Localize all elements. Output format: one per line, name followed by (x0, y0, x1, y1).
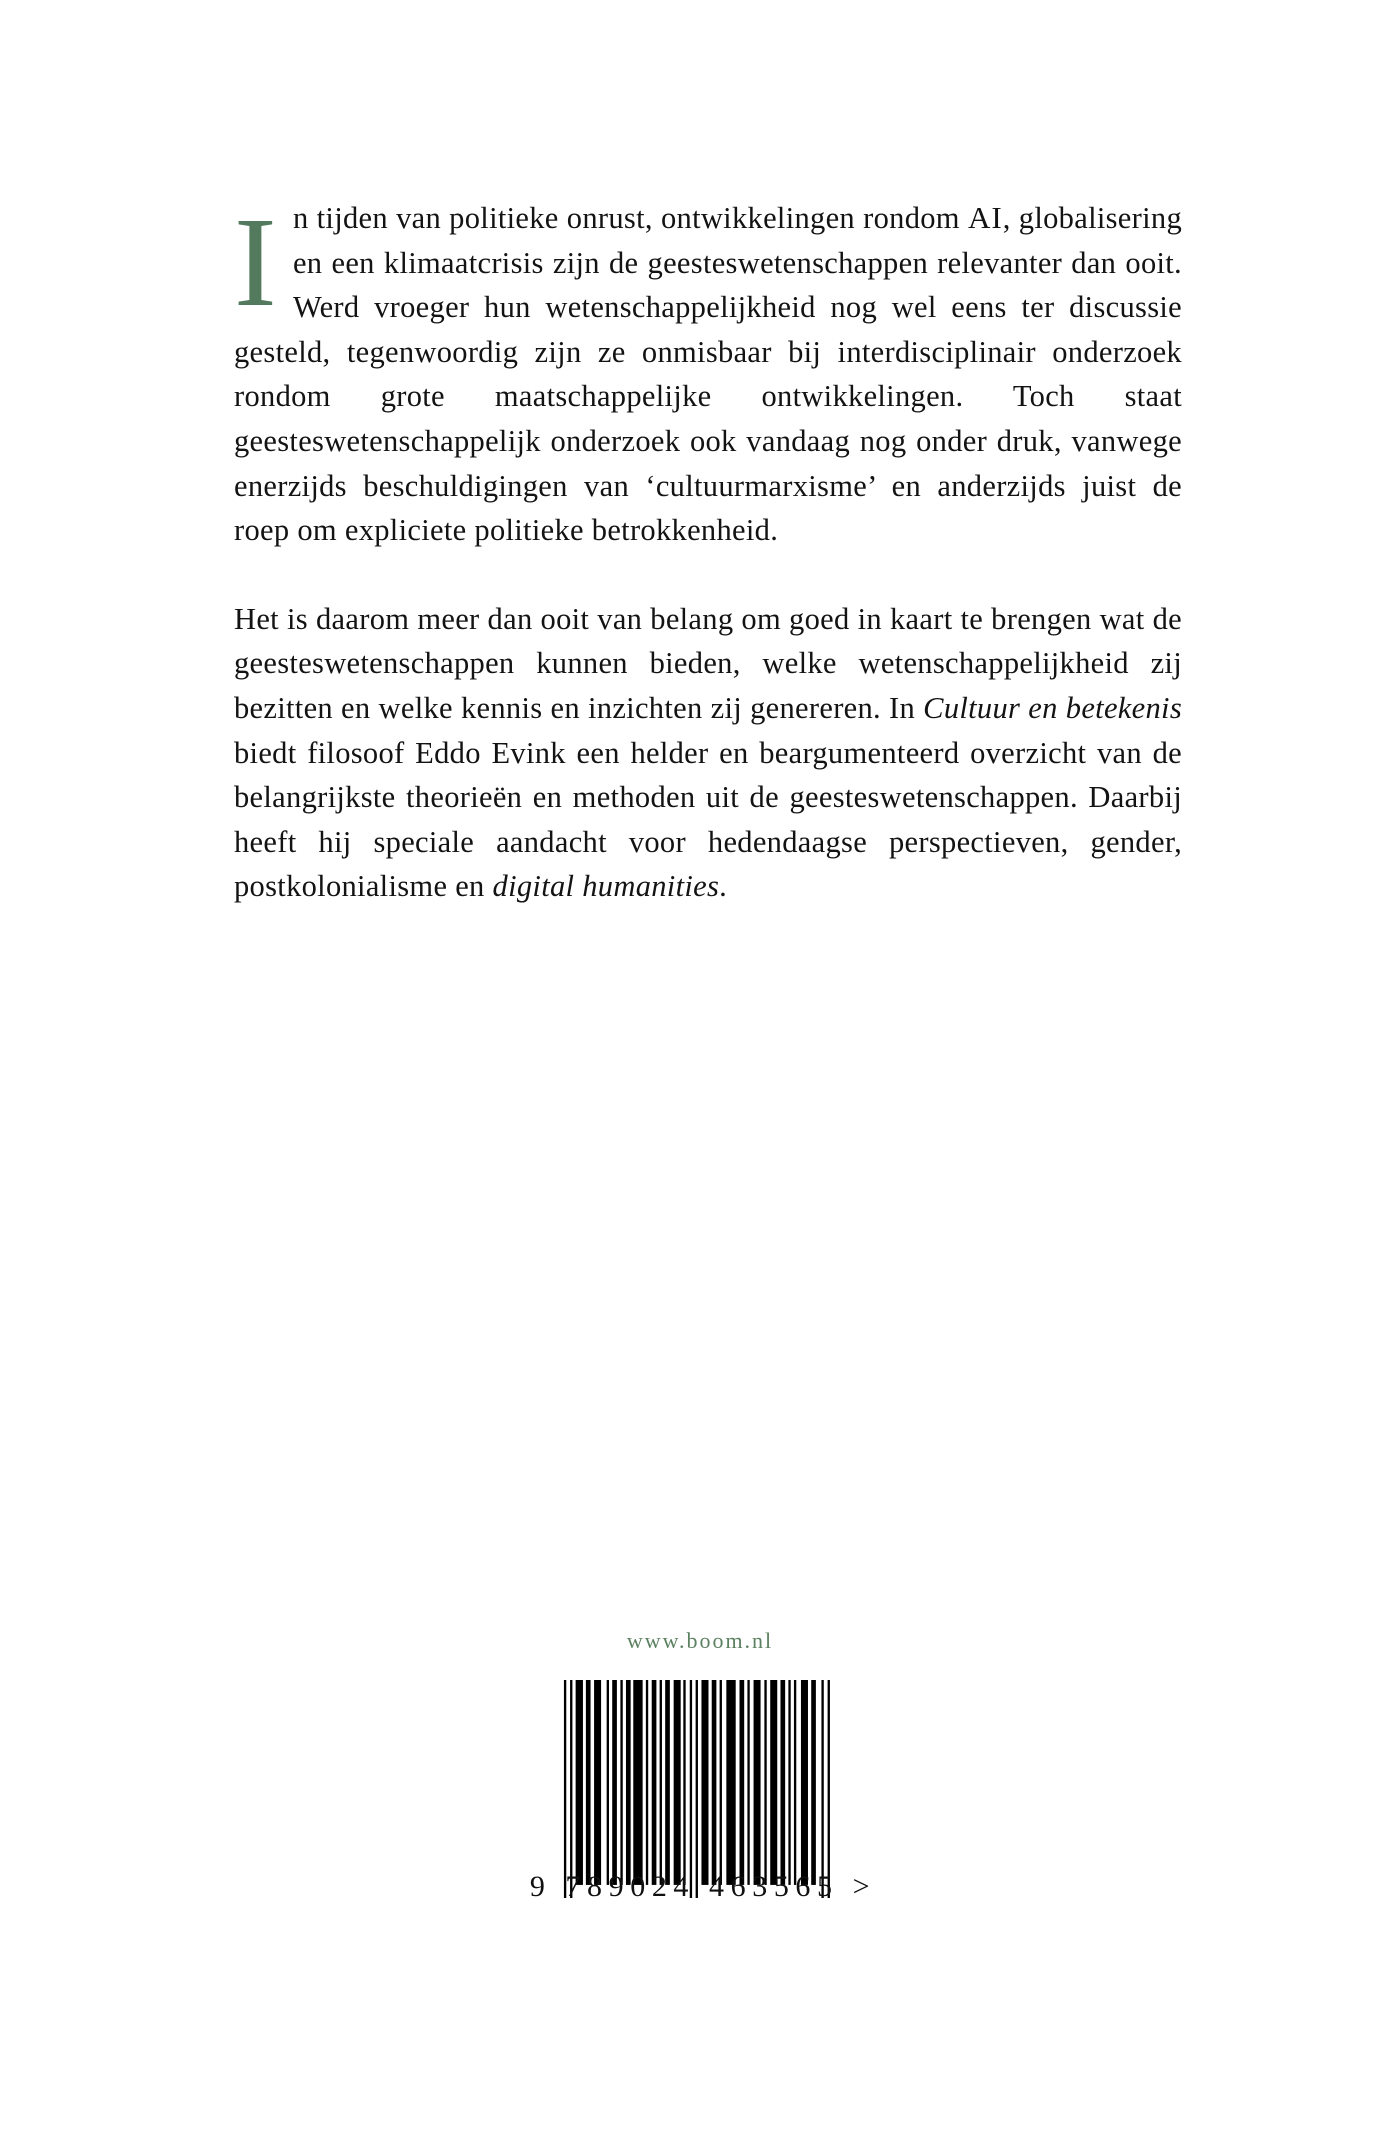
paragraph-2-segment-1: Het is daarom meer dan ooit van belang om goed in kaart te brengen wat de geesteswetenschappen kunnen bieden, welke wetenschappelijkheid zij bezitten en welke kennis en inzichten zij genereren. In (234, 601, 1182, 725)
drop-cap-letter: I (234, 191, 277, 333)
blurb-paragraph-2 (234, 597, 1182, 909)
barcode-left-group: 789024 (565, 1870, 696, 1903)
barcode-lead-digit: 9 (529, 1870, 546, 1903)
paragraph-2-segment-3: . (719, 869, 728, 904)
book-title-italic: Cultuur en betekenis (923, 690, 1182, 725)
paragraph-2-segment-2: biedt filosoof Eddo Evink een helder en beargumenteerd overzicht van de belangrijkste theorieën en methoden uit de geesteswetenschappen. Daarbij heeft hij speciale aandacht voor hedendaagse perspectieven, gender, postkolonialisme en (234, 735, 1182, 904)
isbn-barcode (0, 1680, 1400, 1898)
barcode-bars (561, 1680, 839, 1898)
digital-humanities-italic: digital humanities (492, 869, 720, 904)
blurb-paragraph-1 (234, 191, 1182, 553)
publisher-website-url[interactable]: www.boom.nl (626, 1628, 774, 1653)
paragraph-1-text-before-smallcaps: n tijden van politieke onrust, ontwikkelingen rondom (292, 201, 968, 235)
barcode-svg (561, 1680, 839, 1898)
blurb-text-block (234, 191, 1182, 909)
barcode-trailing-symbol: > (852, 1870, 871, 1903)
barcode-digit-row (0, 1870, 1400, 1904)
paragraph-1-smallcaps-ai: AI (968, 200, 1003, 235)
paragraph-1-text-after-smallcaps: , globalisering en een klimaatcrisis zijn de geesteswetenschappen relevanter dan ooit. Werd vroeger hun wetenschappelijkheid nog wel eens ter discussie gesteld, tegenwoordig zijn ze onmisbaar bij interdisciplinair onderzoek rondom grote maatschappelijke ontwikkelingen. Toch staat geesteswetenschappelijk onderzoek ook vandaag nog onder druk, vanwege enerzijds beschuldigingen van ‘cultuurmarxisme’ en anderzijds juist de roep om expliciete politieke betrokkenheid. (234, 201, 1182, 548)
barcode-right-group: 463565 (709, 1870, 839, 1903)
